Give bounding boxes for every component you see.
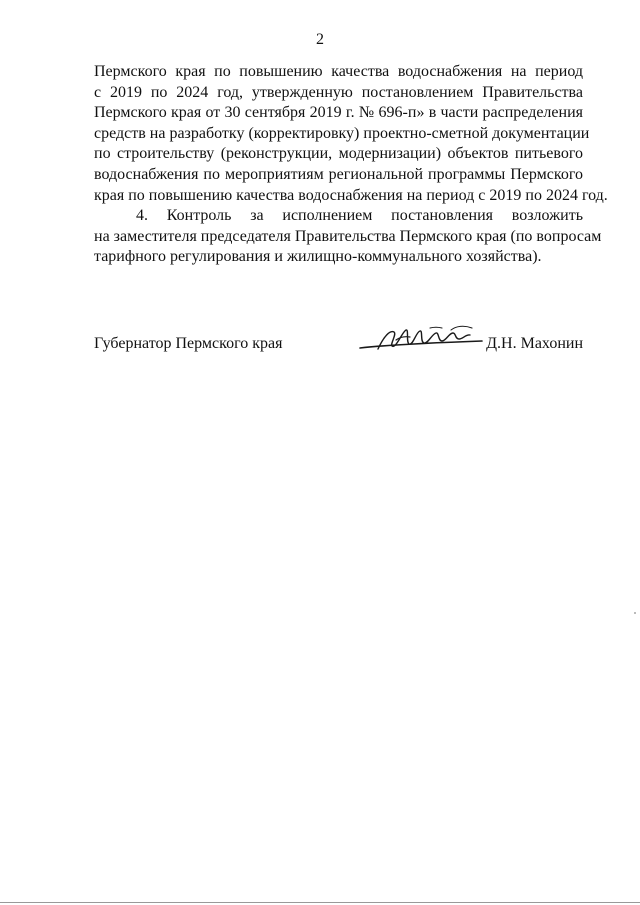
scan-bottom-edge — [0, 902, 640, 903]
text-line: средств на разработку (корректировку) проектно-сметной документации — [94, 124, 590, 142]
paragraph-1 — [94, 62, 608, 206]
text-line: Пермского края по повышению качества водоснабжения на период — [94, 63, 583, 80]
text-line: Пермского края от 30 сентября 2019 г. № 696-п» в части распределения — [94, 104, 583, 122]
text-line: по строительству (реконструкции, модернизации) объектов питьевого — [94, 145, 583, 163]
text-line: на заместителя председателя Правительства Пермского края (по вопросам — [94, 227, 602, 245]
scan-speck — [634, 612, 636, 614]
signatory-title: Губернатор Пермского края — [94, 335, 283, 352]
text-line: 4. Контроль за исполнением постановления возложить — [136, 207, 583, 225]
text-line: с 2019 по 2024 год, утвержденную постановлением Правительства — [94, 83, 583, 101]
text-line: тарифного регулирования и жилищно-коммунального хозяйства). — [94, 248, 542, 266]
signatory-name: Д.Н. Махонин — [486, 335, 583, 352]
paragraph-2 — [94, 206, 602, 268]
signature-block — [94, 322, 583, 358]
text-line: края по повышению качества водоснабжения на период с 2019 по 2024 год. — [94, 186, 608, 204]
document-body — [94, 62, 608, 268]
text-line: водоснабжения по мероприятиям региональной программы Пермского — [94, 165, 583, 183]
page-number: 2 — [316, 31, 324, 48]
handwritten-signature — [356, 322, 486, 358]
